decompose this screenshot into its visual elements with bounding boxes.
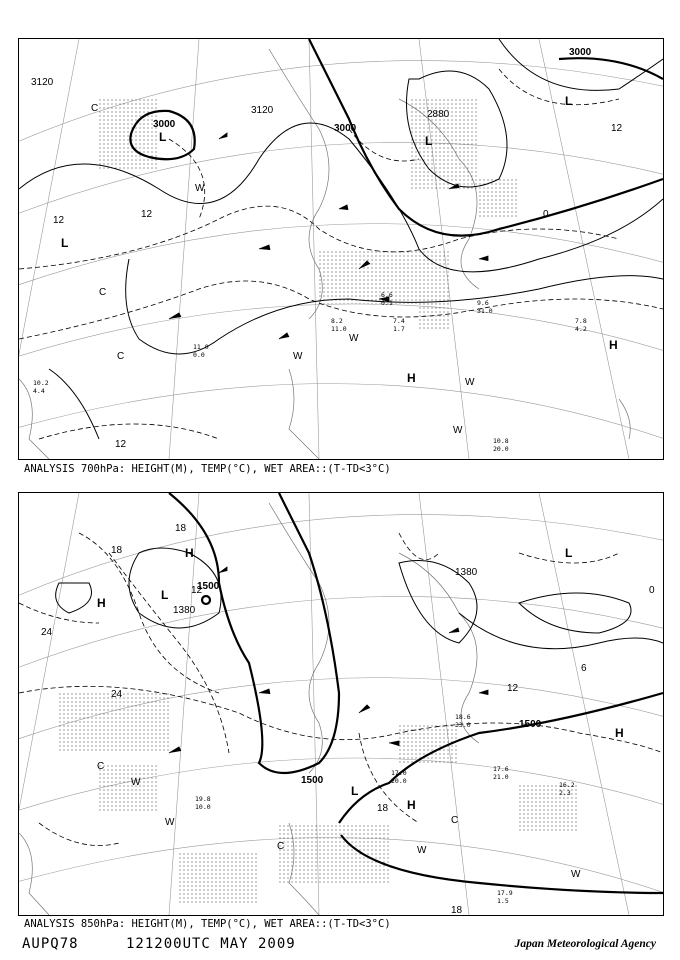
warm-marker: W xyxy=(453,425,463,436)
height-label: 1500 xyxy=(197,581,220,592)
station-value: 20.0 xyxy=(391,777,407,785)
temp-label: 12 xyxy=(191,585,203,596)
warm-marker: W xyxy=(195,183,205,194)
station-value: 10.8 xyxy=(493,437,509,445)
station-value: 17.0 xyxy=(391,769,407,777)
cold-marker: C xyxy=(99,287,107,298)
station-value: 17.6 xyxy=(493,765,509,773)
analysis-time: 121200UTC MAY 2009 xyxy=(126,936,296,952)
height-label: 3120 xyxy=(31,77,54,88)
temp-label: 0 xyxy=(649,585,655,596)
low-center: L xyxy=(565,94,573,108)
temp-label: 12 xyxy=(53,215,65,226)
temp-label: 18 xyxy=(175,523,187,534)
temp-label: 24 xyxy=(111,689,123,700)
temp-label: 18 xyxy=(377,803,389,814)
low-center: L xyxy=(425,134,433,148)
temp-label: 12 xyxy=(507,683,519,694)
height-label: 2880 xyxy=(427,109,450,120)
chart-code: AUPQ78 xyxy=(22,936,79,952)
station-value: 17.9 xyxy=(497,889,513,897)
temp-label: 12 xyxy=(115,439,127,450)
agency-name: Japan Meteorological Agency xyxy=(514,938,656,950)
station-value: 8.2 xyxy=(331,317,343,325)
station-value: 16.2 xyxy=(559,781,575,789)
temp-label: 12 xyxy=(611,123,623,134)
cold-marker: C xyxy=(277,841,285,852)
height-label: 1380 xyxy=(173,605,196,616)
station-values xyxy=(33,291,587,453)
map-850hpa-panel xyxy=(18,492,664,916)
station-value: 11.0 xyxy=(331,325,347,333)
station-value: 20.0 xyxy=(493,445,509,453)
map-700hpa-panel xyxy=(18,38,664,460)
warm-marker: W xyxy=(293,351,303,362)
low-center: L xyxy=(61,236,69,250)
height-label: 1500 xyxy=(519,719,542,730)
cold-marker: C xyxy=(451,815,459,826)
temp-label: 6 xyxy=(581,663,587,674)
warm-marker: W xyxy=(349,333,359,344)
high-center: H xyxy=(97,596,106,610)
station-value: 18.6 xyxy=(455,713,471,721)
warm-marker: W xyxy=(465,377,475,388)
height-label: 3120 xyxy=(251,105,274,116)
warm-marker: W xyxy=(131,777,141,788)
high-center: H xyxy=(407,798,416,812)
high-center: H xyxy=(185,546,194,560)
station-value: 0.0 xyxy=(193,351,205,359)
height-label: 3000 xyxy=(334,123,357,134)
caption-850hpa: ANALYSIS 850hPa: HEIGHT(M), TEMP(°C), WET AREA::(T-TD<3°C) xyxy=(24,918,391,930)
height-label: 3000 xyxy=(569,47,592,58)
station-value: 2.3 xyxy=(559,789,571,797)
bold-contours xyxy=(130,39,663,236)
pressure-centers xyxy=(97,546,624,812)
station-value: 10.2 xyxy=(33,379,49,387)
bold-contours xyxy=(169,493,663,893)
station-value: 1.5 xyxy=(497,897,509,905)
height-contours xyxy=(56,548,663,649)
station-value: 10.0 xyxy=(195,803,211,811)
high-center: H xyxy=(615,726,624,740)
station-value: 4.4 xyxy=(33,387,45,395)
station-value: 1.7 xyxy=(393,325,405,333)
warm-marker: W xyxy=(571,869,581,880)
map-850hpa-canvas xyxy=(19,493,663,915)
cold-marker: C xyxy=(91,103,99,114)
station-value: 11.0 xyxy=(193,343,209,351)
low-center: L xyxy=(159,130,167,144)
height-label: 1500 xyxy=(301,775,324,786)
station-value: 31.0 xyxy=(477,307,493,315)
station-value: 6.6 xyxy=(381,291,393,299)
map-700hpa-canvas xyxy=(19,39,663,459)
warm-marker: W xyxy=(417,845,427,856)
warm-marker: W xyxy=(165,817,175,828)
low-center: L xyxy=(351,784,359,798)
wet-area-stipple xyxy=(59,693,579,903)
temp-label: 18 xyxy=(451,905,463,915)
temp-label: 0 xyxy=(543,209,549,220)
cold-marker: C xyxy=(117,351,125,362)
temp-label: 18 xyxy=(111,545,123,556)
caption-700hpa: ANALYSIS 700hPa: HEIGHT(M), TEMP(°C), WET AREA::(T-TD<3°C) xyxy=(24,463,391,475)
temp-label: 12 xyxy=(141,209,153,220)
station-value: 7.8 xyxy=(575,317,587,325)
station-value: 7.4 xyxy=(393,317,405,325)
station-value: 33.0 xyxy=(455,721,471,729)
station-value: 0.1 xyxy=(381,299,393,307)
height-label: 3000 xyxy=(153,119,176,130)
cold-marker: C xyxy=(97,761,105,772)
high-center: H xyxy=(609,338,618,352)
station-value: 21.0 xyxy=(493,773,509,781)
station-value: 19.8 xyxy=(195,795,211,803)
high-center: H xyxy=(407,371,416,385)
low-center: L xyxy=(565,546,573,560)
station-value: 9.6 xyxy=(477,299,489,307)
temp-label: 24 xyxy=(41,627,53,638)
height-label: 1380 xyxy=(455,567,478,578)
low-center: L xyxy=(161,588,169,602)
station-value: 4.2 xyxy=(575,325,587,333)
